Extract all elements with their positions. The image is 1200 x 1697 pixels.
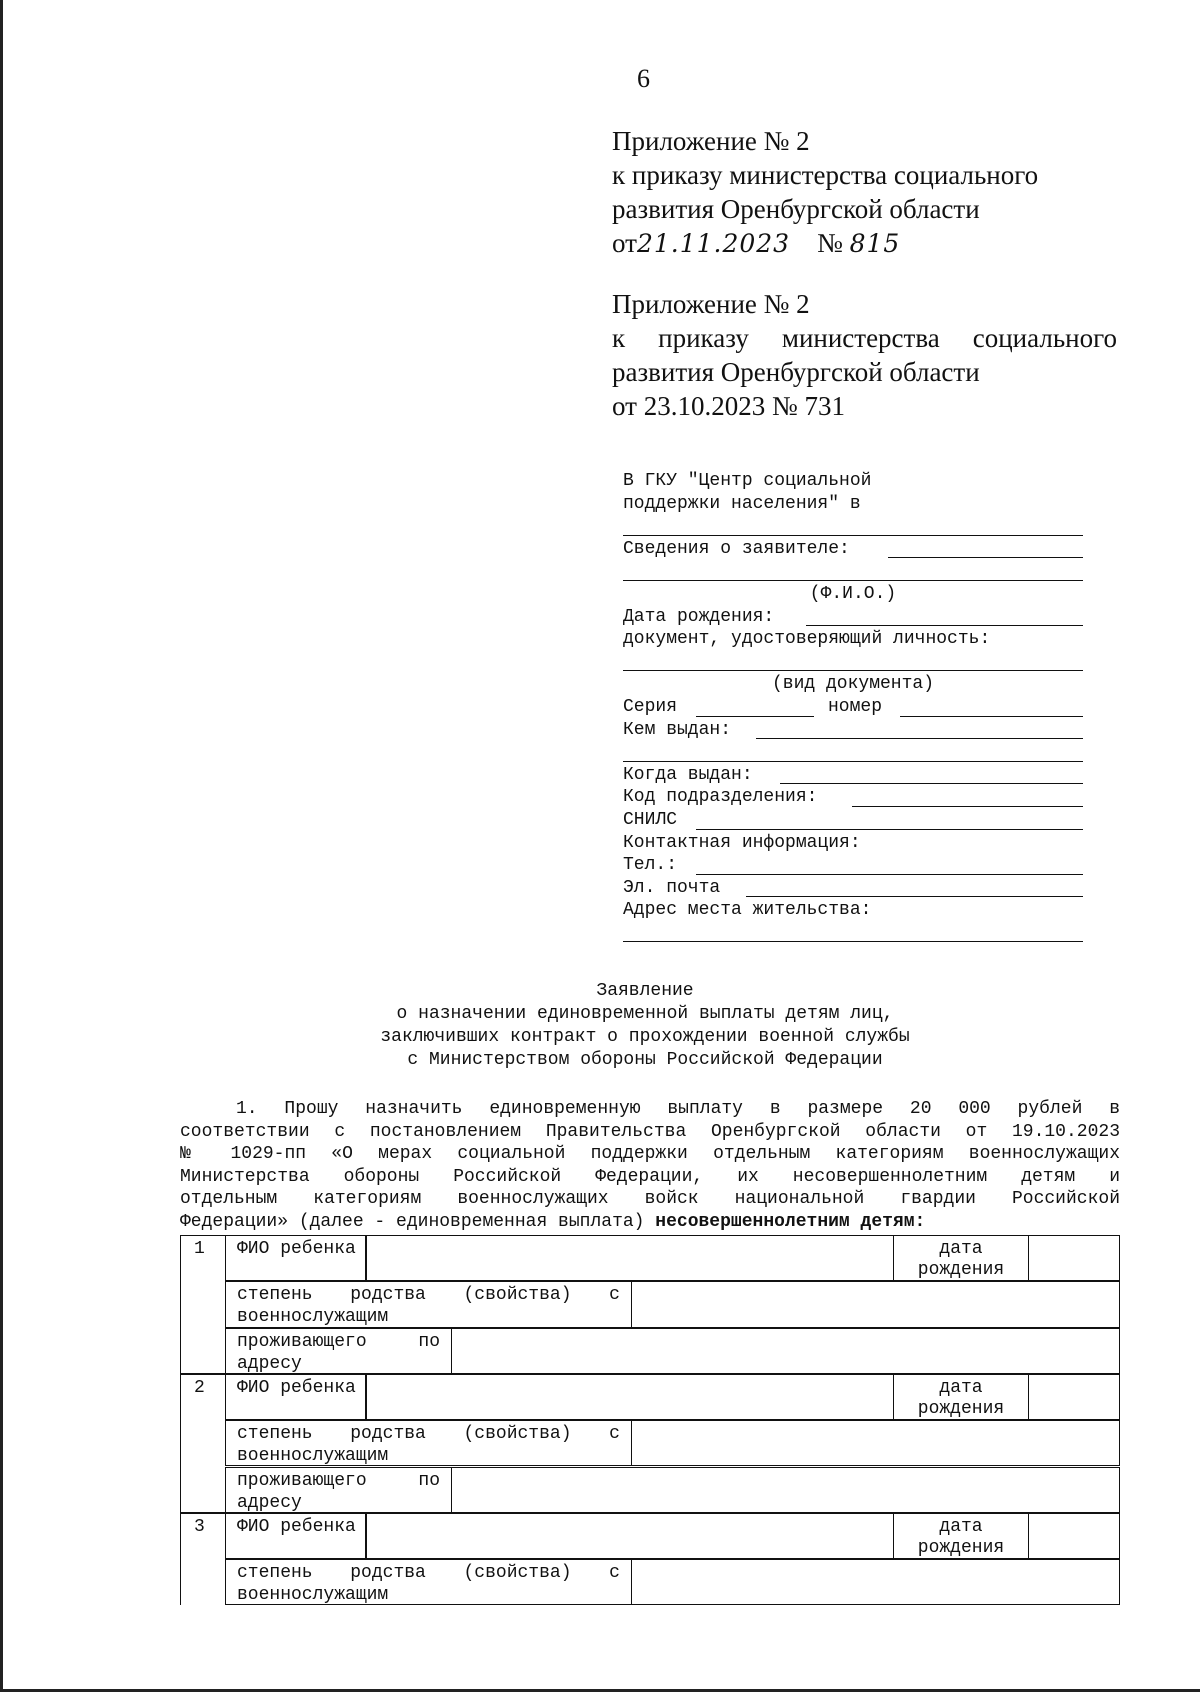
- number-label: номер: [828, 696, 883, 717]
- birth-date-label-1: дата: [939, 1239, 983, 1259]
- appendix-stamp-old: [612, 287, 1117, 423]
- stamp-new-title: Приложение № 2: [612, 126, 810, 156]
- stamp-old-line4: от 23.10.2023 № 731: [612, 391, 845, 421]
- paragraph-line2: соответствии с постановлением Правительства Оренбургской области от 19.10.2023: [180, 1121, 1120, 1142]
- relation-label-line2: военнослужащим: [237, 1446, 389, 1467]
- number-field[interactable]: [900, 716, 1083, 717]
- issued-by-field-2[interactable]: [623, 761, 1083, 762]
- birth-date-label-cell: [893, 1513, 1029, 1559]
- stamp-new-number-prefix: №: [817, 228, 843, 258]
- paragraph-line5: отдельным категориям военнослужащих войск национальной гвардии Российской: [180, 1189, 1120, 1210]
- residing-label-line1: [237, 1331, 440, 1353]
- issued-when-label: Когда выдан:: [623, 764, 753, 785]
- fio-label-cell: [225, 1374, 366, 1420]
- applicant-name-field-1[interactable]: [888, 557, 1083, 558]
- handwritten-date: 21.11.2023: [636, 229, 791, 258]
- relation-label-line2: военнослужащим: [237, 1585, 389, 1606]
- addressee-line1: В ГКУ "Центр социальной: [623, 471, 872, 491]
- residing-label-line1-word: проживающего: [237, 1331, 367, 1352]
- applicant-details-block: [623, 470, 1083, 944]
- stamp-old-line3: развития Оренбургской области: [612, 357, 980, 387]
- residing-label-line1-word: по: [418, 1331, 440, 1352]
- relation-label-line1-word: родства: [350, 1285, 426, 1306]
- page-frame-left: [0, 0, 3, 1692]
- issued-when-field[interactable]: [780, 783, 1083, 784]
- fio-label: ФИО ребенка: [237, 1239, 356, 1259]
- child-birth-date-field[interactable]: [1028, 1235, 1121, 1281]
- relation-label-cell: [225, 1559, 632, 1605]
- relation-label-line1-word: (свойства): [463, 1285, 572, 1306]
- series-field[interactable]: [696, 716, 814, 717]
- birth-date-label-2: рождения: [917, 1260, 1005, 1280]
- relation-label-line1-word: с: [609, 1285, 620, 1306]
- paragraph-line6-text: Федерации» (далее - единовременная выплата): [180, 1211, 645, 1232]
- child-number: 1: [194, 1239, 205, 1259]
- residing-address-field[interactable]: [451, 1328, 1121, 1374]
- stamp-new-line3: развития Оренбургской области: [612, 194, 980, 224]
- child-number-cell: [180, 1374, 227, 1513]
- snils-field[interactable]: [696, 829, 1083, 830]
- relation-label-line1-word: с: [609, 1563, 620, 1584]
- title-line1: Заявление: [596, 981, 694, 1001]
- birth-date-field[interactable]: [806, 625, 1083, 626]
- application-title: [300, 980, 990, 1072]
- birth-date-label: Дата рождения:: [623, 606, 775, 627]
- relation-label-cell: [225, 1281, 632, 1327]
- series-label: Серия: [623, 696, 678, 717]
- child-number: 3: [194, 1516, 205, 1537]
- appendix-stamp-new: [612, 124, 1132, 261]
- applicant-info-label: Сведения о заявителе:: [623, 538, 850, 559]
- stamp-new-date-prefix: от: [612, 228, 637, 258]
- relation-label-line1: [237, 1562, 620, 1584]
- children-table: [180, 1235, 1120, 1607]
- address-label: Адрес места жительства:: [623, 900, 872, 921]
- id-document-label: документ, удостоверяющий личность:: [623, 629, 991, 650]
- page-frame-bottom: [0, 1689, 1200, 1692]
- child-fio-field[interactable]: [366, 1235, 894, 1281]
- relation-field[interactable]: [631, 1559, 1121, 1605]
- relation-label-line1-word: степень: [237, 1563, 313, 1584]
- fio-caption: (Ф.И.О.): [809, 583, 897, 604]
- paragraph-line6: [180, 1211, 1120, 1234]
- address-field[interactable]: [623, 941, 1083, 942]
- relation-label-line1-word: родства: [350, 1424, 426, 1445]
- residing-label-cell: [225, 1467, 452, 1513]
- paragraph-line6-bold: несовершеннолетним детям:: [655, 1211, 926, 1232]
- stamp-old-title: Приложение № 2: [612, 289, 810, 319]
- birth-date-label-cell: [893, 1235, 1029, 1281]
- residing-label-line1-word: проживающего: [237, 1470, 367, 1491]
- birth-date-label-cell: [893, 1374, 1029, 1420]
- relation-label-line1-word: степень: [237, 1424, 313, 1445]
- child-birth-date-field[interactable]: [1028, 1513, 1121, 1559]
- title-line4: с Министерством обороны Российской Федерации: [407, 1050, 883, 1070]
- email-field[interactable]: [746, 896, 1083, 897]
- fio-label: ФИО ребенка: [237, 1377, 356, 1398]
- relation-label-line1-word: (свойства): [463, 1563, 572, 1584]
- applicant-name-field-2[interactable]: [623, 580, 1083, 581]
- issued-by-field-1[interactable]: [756, 738, 1083, 739]
- birth-date-label-1: дата: [939, 1516, 983, 1537]
- relation-label-line1: [237, 1284, 620, 1306]
- relation-label-line1-word: с: [609, 1424, 620, 1445]
- child-fio-field[interactable]: [366, 1374, 894, 1420]
- phone-label: Тел.:: [623, 855, 678, 876]
- relation-field[interactable]: [631, 1420, 1121, 1466]
- relation-label-line1: [237, 1423, 620, 1445]
- fio-label: ФИО ребенка: [237, 1516, 356, 1537]
- page-number: 6: [637, 64, 650, 93]
- relation-label-line1-word: степень: [237, 1285, 313, 1306]
- child-birth-date-field[interactable]: [1028, 1374, 1121, 1420]
- relation-label-line2: военнослужащим: [237, 1307, 389, 1328]
- birth-date-label-2: рождения: [917, 1537, 1005, 1558]
- residing-label-line2: адресу: [237, 1353, 302, 1374]
- request-paragraph: [180, 1098, 1120, 1234]
- snils-label: СНИЛС: [623, 809, 678, 830]
- fio-label-cell: [225, 1235, 366, 1281]
- child-number-cell: [180, 1513, 227, 1606]
- stamp-old-line2: к приказу министерства социального: [612, 323, 1117, 353]
- birth-date-label-1: дата: [939, 1377, 983, 1398]
- addressee-line2: поддержки населения" в: [623, 493, 861, 514]
- paragraph-line4: Министерства обороны Российской Федерации, их несовершеннолетним детям и: [180, 1166, 1120, 1187]
- fio-label-cell: [225, 1513, 366, 1559]
- residing-label-cell: [225, 1328, 452, 1374]
- doc-type-caption: (вид документа): [771, 674, 935, 695]
- residing-label-line2: адресу: [237, 1492, 302, 1513]
- division-code-label: Код подразделения:: [623, 787, 818, 808]
- document-type-field[interactable]: [623, 670, 1083, 671]
- handwritten-number: 815: [849, 229, 901, 258]
- relation-field[interactable]: [631, 1281, 1121, 1327]
- child-number-cell: [180, 1235, 227, 1374]
- paragraph-line3: № 1029-пп «О мерах социальной поддержки отдельным категориям военнослужащих: [180, 1144, 1120, 1165]
- child-fio-field[interactable]: [366, 1513, 894, 1559]
- residing-address-field[interactable]: [451, 1467, 1121, 1513]
- contact-info-label: Контактная информация:: [623, 832, 861, 853]
- birth-date-label-2: рождения: [917, 1398, 1005, 1419]
- stamp-new-date-line: [612, 226, 1132, 261]
- relation-label-line1-word: (свойства): [463, 1424, 572, 1445]
- phone-field[interactable]: [696, 874, 1083, 875]
- title-line2: о назначении единовременной выплаты детям лиц,: [396, 1004, 894, 1024]
- issued-by-label: Кем выдан:: [623, 719, 732, 740]
- division-code-field[interactable]: [852, 806, 1083, 807]
- stamp-new-line2: к приказу министерства социального: [612, 160, 1039, 190]
- center-name-field[interactable]: [623, 535, 1083, 536]
- child-number: 2: [194, 1377, 205, 1398]
- relation-label-line1-word: родства: [350, 1563, 426, 1584]
- paragraph-line1: 1. Прошу назначить единовременную выплату в размере 20 000 рублей в: [236, 1099, 1120, 1119]
- residing-label-line1: [237, 1470, 440, 1492]
- relation-label-cell: [225, 1420, 632, 1466]
- email-label: Эл. почта: [623, 877, 721, 898]
- title-line3: заключивших контракт о прохождении военной службы: [380, 1027, 910, 1047]
- residing-label-line1-word: по: [418, 1470, 440, 1491]
